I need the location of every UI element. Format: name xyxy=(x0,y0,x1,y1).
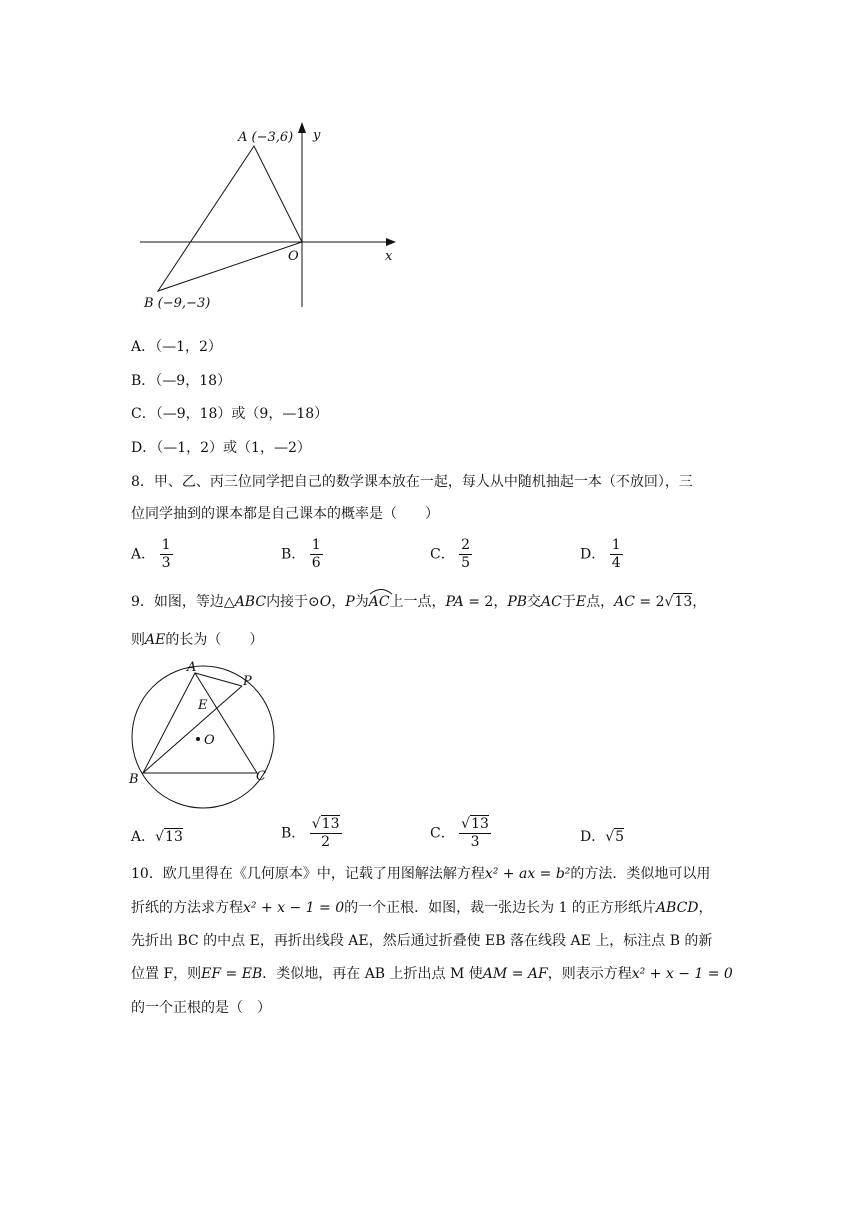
numerator: 1 xyxy=(161,537,171,553)
q9-option-c xyxy=(430,816,491,851)
denominator: 5 xyxy=(461,555,471,571)
q9-question-line-1 xyxy=(131,592,706,612)
radicand: 5 xyxy=(615,829,625,845)
text: 的长为（ ） xyxy=(165,632,264,648)
coordinate-figure xyxy=(130,115,410,315)
radicand: 13 xyxy=(674,594,693,610)
sqrt-sign: √ xyxy=(605,829,615,845)
sqrt-sign: √ xyxy=(664,594,674,610)
label-o: O xyxy=(288,249,299,264)
circle-figure xyxy=(125,655,285,810)
text: 折纸的方法求方程 xyxy=(131,900,243,916)
q10-question-line-3: 先折出 BC 的中点 E，再折出线段 AE，然后通过折叠使 EB 落在线段 AE 上，标注点 B 的新 xyxy=(131,933,713,949)
segment-ac: AC xyxy=(541,594,562,610)
label-e: E xyxy=(198,698,208,713)
text: ．类似地，再在 AB 上折出点 M 使 xyxy=(262,966,483,982)
q8-option-c-fraction xyxy=(459,537,472,572)
text: 位置 F，则 xyxy=(131,966,202,982)
sqrt-sign: √ xyxy=(311,816,321,832)
label-o: O xyxy=(204,733,215,748)
text: 10．欧几里得在《几何原本》中，记载了用图解法解方程 xyxy=(131,866,485,882)
text: = 2， xyxy=(463,594,508,610)
segment-pa: PA xyxy=(445,594,464,610)
label-y: y xyxy=(313,128,321,143)
equation: x² + x − 1 = 0 xyxy=(631,966,733,982)
q7-option-d: D．（—1，2）或（1，—2） xyxy=(131,440,311,456)
label-b: B (−9,−3) xyxy=(144,296,211,311)
text: ， xyxy=(692,594,707,610)
denominator: 2 xyxy=(321,834,331,850)
y-axis xyxy=(298,122,306,307)
numerator: 2 xyxy=(461,537,471,553)
arc-label: AC xyxy=(368,594,390,610)
q8-option-c xyxy=(430,537,472,572)
equation: x² + ax = b² xyxy=(484,866,571,882)
text: 于 xyxy=(561,594,576,610)
q8-option-a xyxy=(131,537,173,572)
q8-option-d-letter: D． xyxy=(580,546,606,563)
sqrt-sign: √ xyxy=(461,816,471,832)
q8-option-c-letter: C． xyxy=(430,546,455,563)
segment-ac: AC xyxy=(614,594,635,610)
triangle-abc: △ABC xyxy=(223,594,267,610)
numerator xyxy=(459,816,491,834)
text: 为 xyxy=(354,594,369,610)
q7-option-a: A．（—1，2） xyxy=(131,339,222,355)
equation: x² + x − 1 = 0 xyxy=(243,900,345,916)
text: 则 xyxy=(131,632,145,648)
point-e: E xyxy=(575,594,587,610)
segment-ae: AE xyxy=(145,632,166,648)
q10-question-line-2 xyxy=(131,898,713,918)
numerator: 1 xyxy=(611,537,621,553)
text: 的一个正根．如图，裁一张边长为 1 的正方形纸片 xyxy=(344,900,656,916)
sqrt-sign: √ xyxy=(155,829,165,845)
label-a: A (−3,6) xyxy=(238,130,294,145)
point-o: O xyxy=(319,594,332,610)
q10-question-line-5: 的一个正根的是（ ） xyxy=(131,1000,271,1016)
label-x: x xyxy=(385,249,393,264)
numerator: 1 xyxy=(311,537,321,553)
q8-option-a-fraction xyxy=(160,537,173,572)
q10-question-line-1 xyxy=(131,864,710,884)
equation: AM = AF xyxy=(482,966,548,982)
label-c: C xyxy=(256,769,266,784)
arc-mark xyxy=(369,587,393,595)
text: ， xyxy=(698,900,713,916)
q7-option-c: C．（—9，18）或（9，—18） xyxy=(131,406,329,422)
q8-option-b-letter: B． xyxy=(281,546,306,563)
option-letter: D． xyxy=(580,829,606,845)
q9-option-b xyxy=(281,816,342,851)
text: 9．如图，等边 xyxy=(131,594,224,610)
q8-option-d-fraction xyxy=(610,537,623,572)
q9-question-line-2 xyxy=(131,630,263,650)
denominator: 6 xyxy=(311,555,321,571)
option-letter: C． xyxy=(430,825,455,842)
text: 上一点， xyxy=(389,594,446,610)
text: 内接于⊙ xyxy=(266,594,320,610)
q8-option-b-fraction xyxy=(310,537,323,572)
denominator: 3 xyxy=(470,834,480,850)
point-p: P xyxy=(345,594,355,610)
text: ， xyxy=(331,594,346,610)
square-abcd: ABCD xyxy=(655,900,699,916)
text: = 2 xyxy=(634,594,665,610)
equation: EF = EB xyxy=(201,966,263,982)
radicand: 13 xyxy=(165,829,183,845)
q8-question-line-1: 8．甲、乙、丙三位同学把自己的数学课本放在一起，每人从中随机抽起一本（不放回），三 xyxy=(131,474,693,490)
label-b: B xyxy=(129,772,139,787)
arc-ac xyxy=(369,592,390,612)
q8-option-a-letter: A． xyxy=(131,546,156,563)
triangle-abo xyxy=(158,146,302,291)
q10-question-line-4 xyxy=(131,964,733,984)
q9-option-d xyxy=(580,826,624,846)
numerator xyxy=(310,816,342,834)
q7-option-b: B．（—9，18） xyxy=(131,373,232,389)
label-a: A xyxy=(187,660,197,675)
label-p: P xyxy=(243,674,252,689)
fraction xyxy=(310,816,342,851)
q8-option-b xyxy=(281,537,323,572)
text: 的方法．类似地可以用 xyxy=(570,866,711,882)
q8-option-d xyxy=(580,537,623,572)
option-letter: B． xyxy=(281,825,306,842)
fraction xyxy=(459,816,491,851)
denominator: 4 xyxy=(611,555,621,571)
text: 点， xyxy=(586,594,615,610)
denominator: 3 xyxy=(161,555,171,571)
x-axis xyxy=(140,238,396,246)
option-letter: A． xyxy=(131,829,156,845)
text: 交 xyxy=(527,594,542,610)
text: ，则表示方程 xyxy=(547,966,632,982)
radicand: 13 xyxy=(471,816,489,832)
q9-option-a xyxy=(131,826,183,846)
segment-pb: PB xyxy=(507,594,528,610)
q8-question-line-2: 位同学抽到的课本都是自己课本的概率是（ ） xyxy=(131,506,439,522)
radicand: 13 xyxy=(321,816,340,832)
